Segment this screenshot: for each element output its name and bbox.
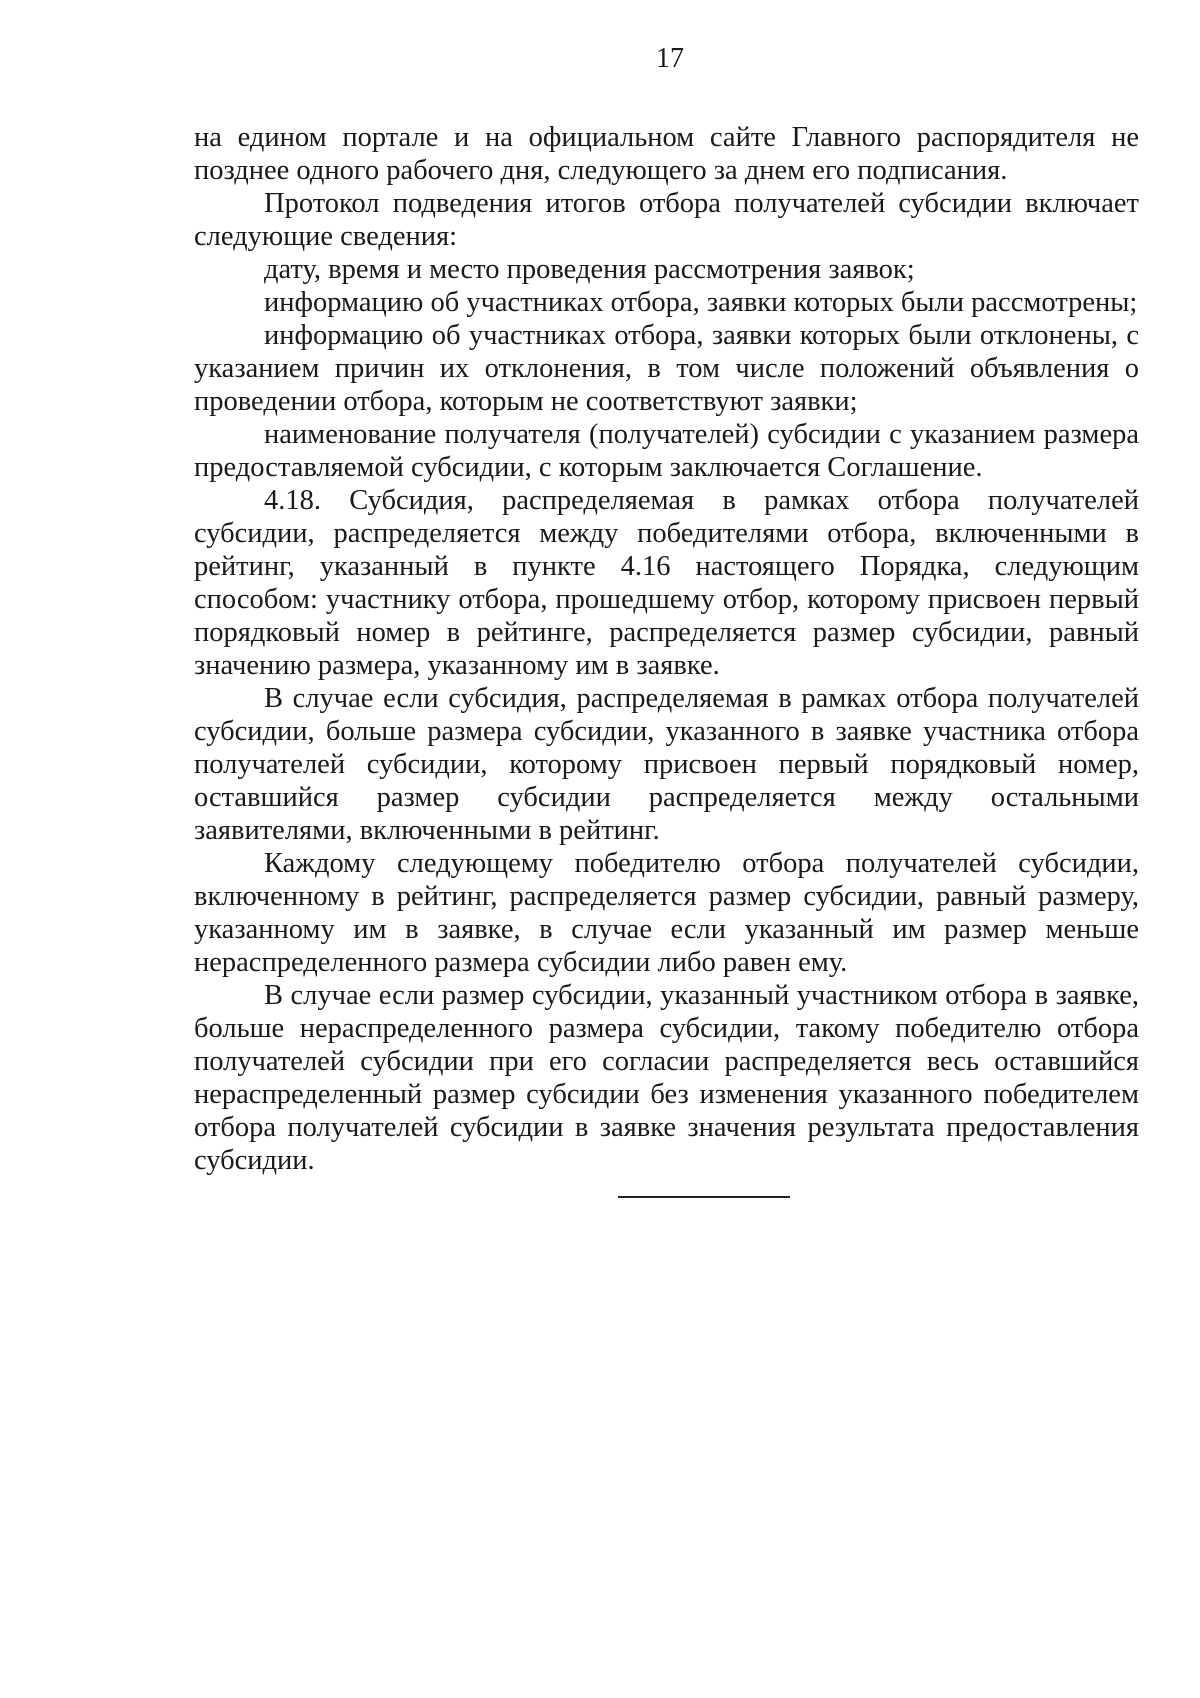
paragraph-remaining-distribution: В случае если субсидия, распределяемая в рамках отбора получателей субсидии, больше размера субсидии, указанного в заявке участника отбора получателей субсидии, которому присвоен первый порядковый номер, оставшийся размер субсидии распределяется между остальными заявителями, включенными в рейтинг. (194, 683, 1139, 846)
paragraph-rejected-participants: информацию об участниках отбора, заявки которых были отклонены, с указанием причин их отклонения, в том числе положений объявления о проведении отбора, которым не соответствуют заявки; (194, 320, 1139, 417)
paragraph-reviewed-participants: информацию об участниках отбора, заявки которых были рассмотрены; (264, 287, 1138, 318)
paragraph-date-time-place: дату, время и место проведения рассмотрения заявок; (264, 254, 915, 285)
paragraph-section-4-18: 4.18. Субсидия, распределяемая в рамках отбора получателей субсидии, распределяется между победителями отбора, включенными в рейтинг, указанный в пункте 4.16 настоящего Порядка, следующим способом: участнику отбора, прошедшему отбор, которому присвоен первый порядковый номер в рейтинге, распределяется размер субсидии, равный значению размера, указанному им в заявке. (194, 485, 1139, 681)
paragraph-portal-publication: на едином портале и на официальном сайте Главного распорядителя не позднее одного рабочего дня, следующего за днем его подписания. (194, 122, 1139, 186)
end-of-text-rule (618, 1196, 790, 1198)
paragraph-next-winner: Каждому следующему победителю отбора получателей субсидии, включенному в рейтинг, распределяется размер субсидии, равный размеру, указанному им в заявке, в случае если указанный им размер меньше нераспределенного размера субсидии либо равен ему. (194, 848, 1139, 978)
document-body (194, 121, 1139, 1177)
paragraph-protocol-contents: Протокол подведения итогов отбора получателей субсидии включает следующие сведения: (194, 188, 1139, 252)
paragraph-undistributed-balance: В случае если размер субсидии, указанный участником отбора в заявке, больше нераспределенного размера субсидии, такому победителю отбора получателей субсидии при его согласии распределяется весь оставшийся нераспределенный размер субсидии без изменения указанного победителем отбора получателей субсидии в заявке значения результата предоставления субсидии. (194, 980, 1139, 1176)
paragraph-recipient-name: наименование получателя (получателей) субсидии с указанием размера предоставляемой субсидии, с которым заключается Соглашение. (194, 419, 1139, 483)
page-number: 17 (656, 43, 684, 74)
